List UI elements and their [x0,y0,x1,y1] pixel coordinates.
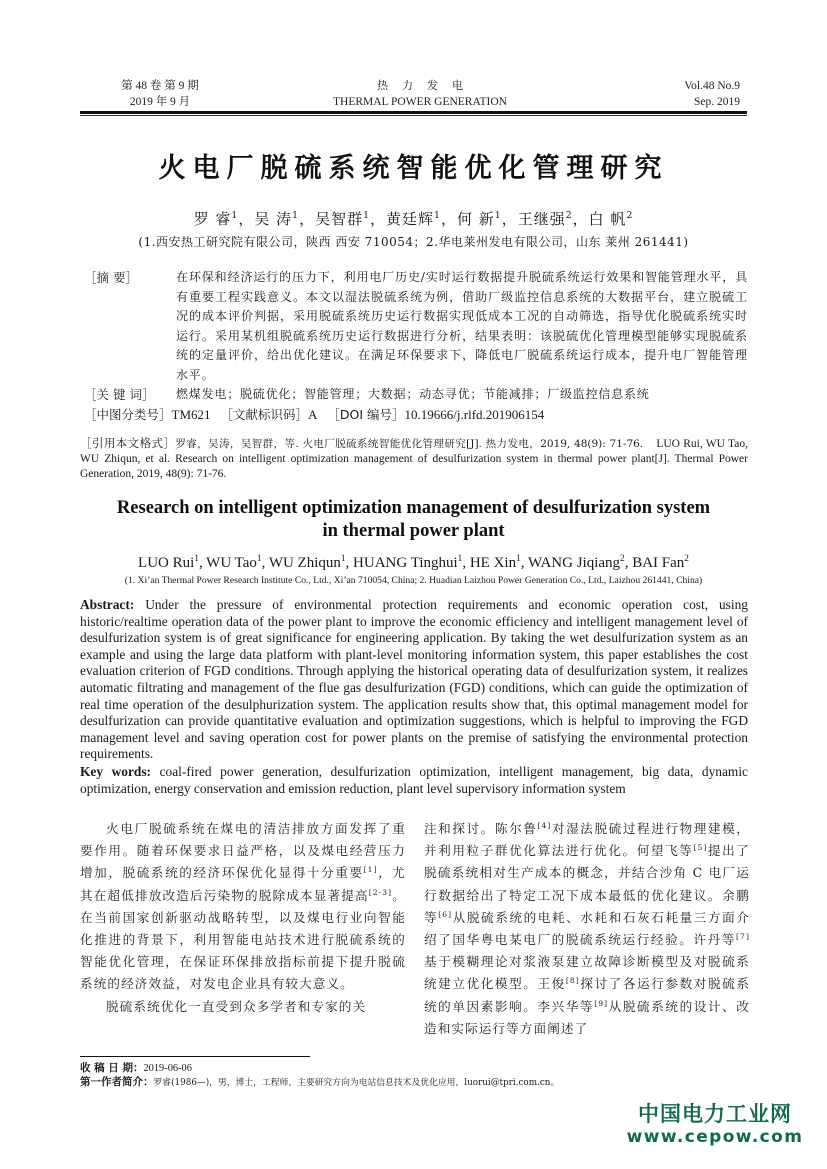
journal-name-en: THERMAL POWER GENERATION [333,96,507,108]
paper-title-cn: 火电厂脱硫系统智能优化管理研究 [158,153,669,184]
body-text: 从脱硫系统的电耗、水耗和石灰石耗量三方面介绍了国华粤电某电厂的脱硫系统运行经验。许丹等 [424,909,750,948]
doc-code-value: A [308,406,318,422]
keywords-en-label: Key words: [80,764,152,779]
body-text: 火电厂脱硫系统在煤电的清洁排放方面发挥了重要作用。随着环保要求日益严格，以及煤电经营压力增加，脱硫系统的经济环保优化显得十分重要 [80,821,406,881]
keywords-en [80,764,748,797]
affiliation-marker: 1 [231,210,239,221]
reference-marker[interactable]: [8] [565,976,580,986]
volume-issue-cn: 第 48 卷 第 9 期 [121,80,199,92]
author-separator: , [624,555,633,571]
date-en: Sep. 2019 [694,96,740,108]
affiliation-marker: 1 [292,210,300,221]
footnote-first-author [80,1075,640,1090]
abstract-cn-label: ［摘 要］ [84,270,138,285]
watermark-logo-text: 中国电力工业网 [638,1102,792,1126]
first-author-info: 罗睿(1986—)，男，博士，工程师，主要研究方向为电站信息技术及优化应用，luorui@tpri.com.cn。 [153,1078,560,1088]
author-separator: ， [370,210,387,228]
reference-marker[interactable]: [4] [537,820,552,830]
author-separator: , [462,555,470,571]
citation-label: ［引用本文格式］ [80,436,176,450]
paper-title-en-line2: in thermal power plant [322,521,505,541]
body-paragraph [424,818,750,1040]
date-cn: 2019 年 9 月 [129,96,191,108]
body-text: ，尤其在超低排放改造后污染物的脱除成本显著提高 [80,865,407,903]
author-name: 罗 睿 [193,210,232,228]
author-separator: ， [299,210,316,228]
received-date-value: 2019-06-06 [143,1063,192,1074]
body-text: 从脱硫系统的设计、改造和实际运行等方面阐述了 [424,998,751,1036]
citation-text-cn: 罗睿，吴涛，吴智群，等. 火电厂脱硫系统智能优化管理研究[J]. 热力发电，2019, 48(9): 71-76. [175,438,644,450]
body-paragraph [80,996,406,1018]
abstract-cn [84,268,748,385]
abstract-cn-text: 在环保和经济运行的压力下，利用电厂历史/实时运行数据提升脱硫系统运行效果和智能管理水平，具有重要工程实践意义。本文以湿法脱硫系统为例，借助厂级监控信息系统的大数据平台，建立脱硫工况的成本评价判据，采用脱硫系统历史运行数据实现低成本工况的自动筛选，指导优化脱硫系统实时运行。采用某机组脱硫系统历史运行数据进行分析，结果表明：该脱硫优化管理模型能够实现脱硫系统的定量评价，给出优化建议。在满足环保要求下，降低电厂脱硫系统运行成本，提升电厂智能管理水平。 [176,270,748,382]
author-separator: ， [572,210,589,228]
body-column-right [424,818,750,1040]
author-name: WU Zhiqun [268,555,341,571]
author-separator: , [198,555,207,571]
paper-title-en [80,497,747,543]
abstract-en-text: Under the pressure of environmental protection requirements and economic operation cost, using historic/realtime operation data of the power plant to improve the economic efficiency and intelligent management level of desulfurization system is of great significance for engineering application. By taking the wet desulfurization system as an example and using the large data platform with plant-level monitoring information system, this paper establishes the cost evaluation criterion of FGD conditions. Through applying the historical operating data of desulfurization system, it realizes automatic filtrating and management of the flue gas desulfurization (FGD) conditions, which can guide the optimization of real time operation of the desulphurization system. The application results show that, this optimal management model for desulfurization can provide quantitative evaluation and optimization suggestions, which is helpful to improving the FGD management level and saving operation cost for power plants on the premise of satisfying the environmental protection requirements. [80,597,748,762]
abstract-en [80,597,748,763]
affiliation-marker: 2 [684,554,689,564]
body-text: 基于模糊理论对浆液泵建立故障诊断模型及对脱硫系统建立优化模型。王俊 [424,954,750,992]
affiliation-marker: 1 [340,554,346,564]
reference-marker[interactable]: [5] [693,843,708,853]
authors-en [80,555,747,572]
keywords-en-text: coal-fired power generation, desulfurization optimization, intelligent management, big data, dynamic optimization, energy conservation and emission reduction, plant level supervisory information system [80,764,748,796]
author-name: HE Xin [469,555,517,571]
author-separator: , [261,555,269,571]
author-separator: , [520,555,528,571]
authors-cn [80,208,747,229]
author-name: 王继强 [517,210,566,228]
affiliations-en: (1. Xi’an Thermal Power Research Institute Co., Ltd., Xi’an 710054, China; 2. Huadian Laizhou Power Generation Co., Ltd., Laizhou 261441, China) [124,575,703,586]
affiliation-marker: 2 [620,554,625,564]
affiliation-marker: 1 [363,210,371,221]
affiliations-cn: (1.西安热工研究院有限公司，陕西 西安 710054；2.华电莱州发电有限公司，山东 莱州 261441) [138,235,689,249]
clc-value: TM621 [171,406,211,422]
author-separator: ， [238,210,255,228]
affiliation-marker: 1 [516,554,521,564]
body-text: 探讨了各运行参数对脱硫系统的单因素影响。李兴华等 [424,976,751,1014]
author-name: LUO Rui [138,555,195,571]
header-rule-thin [80,115,747,116]
affiliation-marker: 1 [194,554,199,564]
affiliation-marker: 1 [434,210,441,221]
first-author-label: 第一作者简介： [80,1076,154,1088]
clc-label: ［中图分类号］ [84,406,172,422]
reference-marker[interactable]: [2-3] [368,887,393,897]
author-name: HUANG Tinghui [353,555,458,571]
reference-marker[interactable]: [1] [363,865,378,875]
footnote-rule [80,1056,310,1057]
reference-marker[interactable]: [7] [736,931,750,941]
paper-title-en-line1: Research on intelligent optimization management of desulfurization system [116,498,711,518]
header-rule-thick [80,111,747,114]
keywords-cn-label: ［关 键 词］ [84,387,155,402]
reference-marker[interactable]: [6] [438,909,453,919]
citation-block [80,436,748,482]
header-right [620,78,740,110]
header-center [300,78,540,110]
journal-name-cn: 热力发电 [377,79,477,92]
watermark-url[interactable]: www.cepow.com [626,1127,804,1147]
abstract-en-label: Abstract: [80,597,135,612]
citation-text-en: LUO Rui, WU Tao, WU Zhiqun, et al. Research on intelligent optimization management of desulfurization system in thermal power plant[J]. Thermal Power Generation, 2019, 48(9): 71-76. [80,438,748,480]
doi-value[interactable]: 10.19666/j.rlfd.201906154 [404,406,545,422]
body-text: 。在当前国家创新驱动战略转型，以及煤电行业向智能化推进的背景下，利用智能电站技术进行脱硫系统的智能优化管理，在保证环保排放指标前提下提升脱硫系统的经济效益，对发电企业具有较大意义。 [80,887,406,992]
author-separator: ， [501,210,518,228]
body-text: 提出了脱硫系统相对生产成本的概念，并结合沙角 C 电厂运行数据给出了特定工况下成本最低的优化建议。余鹏等 [424,843,750,925]
keywords-cn [84,385,748,405]
author-separator: , [345,555,354,571]
keywords-cn-text: 燃煤发电；脱硫优化；智能管理；大数据；动态寻优；节能减排；厂级监控信息系统 [176,387,650,401]
author-name: BAI Fan [632,555,685,571]
volume-issue-en: Vol.48 No.9 [684,80,740,92]
author-name: 何 新 [456,210,495,228]
affiliation-marker: 1 [256,554,262,564]
affiliation-marker: 1 [457,554,463,564]
footnote-received [80,1061,192,1076]
body-paragraph [80,818,406,996]
author-name: WU Tao [206,555,257,571]
reference-marker[interactable]: [9] [594,998,609,1008]
doc-code-label: ［文献标识码］ [220,406,309,422]
received-date-label: 收 稿 日 期： [80,1062,144,1074]
author-separator: ， [440,210,457,228]
body-column-left [80,818,406,1018]
classification-row [84,405,748,425]
author-name: 吴智群 [315,210,364,228]
affiliation-marker: 1 [494,210,502,221]
author-name: 黄廷辉 [386,210,435,228]
author-name: 白 帆 [588,210,627,228]
body-text: 脱硫系统优化一直受到众多学者和专家的关 [106,998,367,1014]
header-left [100,78,220,110]
affiliation-marker: 2 [626,210,634,221]
body-text: 注和探讨。陈尔鲁 [424,821,538,836]
abstract-cn-block [84,268,748,424]
body-text: 对湿法脱硫过程进行物理建模，并利用粒子群优化算法进行优化。何望飞等 [424,821,750,859]
author-name: WANG Jiqiang [527,555,621,571]
affiliation-marker: 2 [565,210,573,221]
doi-label: ［DOI 编号］ [327,406,405,422]
author-name: 吴 涛 [254,210,293,228]
